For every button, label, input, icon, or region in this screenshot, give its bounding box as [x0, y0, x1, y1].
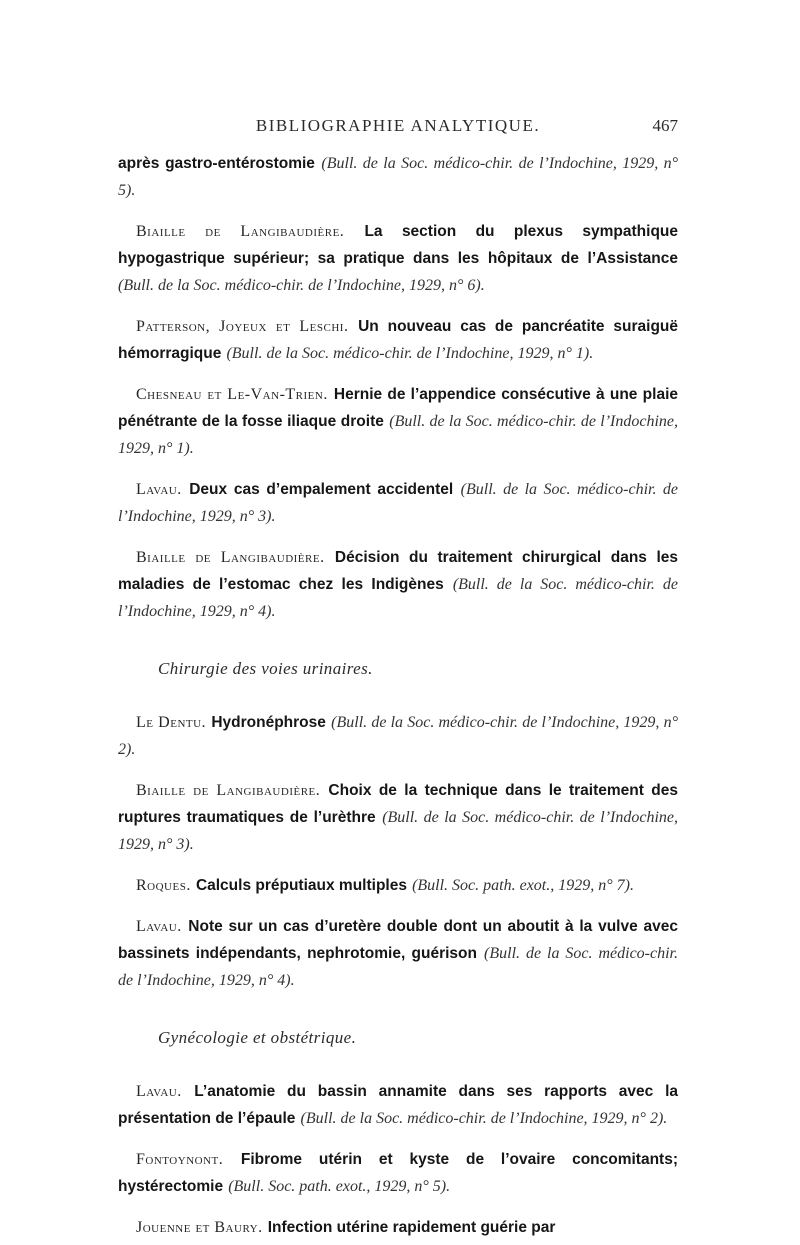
entry-author: Patterson, Joyeux et Leschi. — [136, 318, 349, 335]
entry-title: Infection utérine rapidement guérie par — [267, 1219, 556, 1236]
entry-author: Jouenne et Baury. — [136, 1219, 263, 1236]
entry-title: Décision du traitement chirurgical dans les maladies de l’estomac chez les Indigènes — [118, 549, 678, 593]
bibliography-entry — [118, 777, 678, 858]
running-title: BIBLIOGRAPHIE ANALYTIQUE. — [255, 116, 541, 135]
section-heading-gyneco: Gynécologie et obstétrique. — [158, 1028, 357, 1047]
bibliography-entry — [118, 218, 678, 299]
entry-title: Choix de la technique dans le traitement des ruptures traumatiques de l’urèthre — [118, 782, 679, 826]
entry-title: Un nouveau cas de pancréatite suraiguë hémorragique — [118, 318, 678, 362]
entry-author: Le Dentu. — [136, 714, 207, 731]
bibliography-entry — [118, 709, 678, 763]
section-heading-urinary: Chirurgie des voies urinaires. — [158, 659, 373, 678]
entry-reference: (Bull. de la Soc. médico-chir. de l’Indochine, 1929, n° 2). — [300, 1110, 668, 1127]
running-header — [118, 110, 678, 150]
entry-title: Hydronéphrose — [211, 714, 326, 731]
entry-reference: (Bull. de la Soc. médico-chir. de l’Indochine, 1929, n° 1). — [226, 345, 594, 362]
entry-reference: (Bull. de la Soc. médico-chir. de l’Indochine, 1929, n° 3). — [118, 809, 678, 853]
entry-reference: (Bull. Soc. path. exot., 1929, n° 7). — [412, 877, 634, 894]
entry-title: Fibrome utérin et kyste de l’ovaire concomitants; hystérectomie — [118, 1151, 679, 1195]
entry-author: Fontoynont. — [136, 1151, 224, 1168]
entry-reference: (Bull. Soc. path. exot., 1929, n° 5). — [228, 1178, 451, 1195]
entry-reference: (Bull. de la Soc. médico-chir. de l’Indochine, 1929, n° 3). — [118, 481, 678, 525]
entry-author: Biaille de Langibaudière. — [136, 549, 325, 566]
entry-title: Note sur un cas d’uretère double dont un aboutit à la vulve avec bassinets indépendants, nephrotomie, guérison — [118, 918, 678, 962]
bibliography-entry — [118, 313, 678, 367]
entry-author: Roques. — [136, 877, 191, 894]
entry-author: Lavau. — [136, 1083, 182, 1100]
bibliography-entry — [118, 1146, 678, 1200]
entry-author: Chesneau et Le-Van-Trien. — [136, 386, 328, 403]
entry-reference: (Bull. de la Soc. médico-chir. de l’Indochine, 1929, n° 2). — [118, 714, 678, 758]
entry-reference: (Bull. de la Soc. médico-chir. de l’Indochine, 1929, n° 5). — [118, 155, 679, 199]
entry-title: La section du plexus sympathique hypogastrique supérieur; sa pratique dans les hôpitaux de l’Assistance — [118, 223, 678, 267]
entry-author: Biaille de Langibaudière. — [136, 782, 321, 799]
entry-author: Biaille de Langibaudière. — [136, 223, 345, 240]
document-page — [118, 110, 679, 1236]
bibliography-entry — [118, 544, 678, 625]
entry-author: Lavau. — [136, 481, 182, 498]
entry-title: L’anatomie du bassin annamite dans ses rapports avec la présentation de l’épaule — [118, 1083, 678, 1127]
entry-author: Lavau. — [136, 918, 182, 935]
entry-reference: (Bull. de la Soc. médico-chir. de l’Indochine, 1929, n° 6). — [118, 277, 485, 294]
bibliography-entry — [118, 1214, 678, 1241]
entry-title: après gastro-entérostomie — [118, 155, 315, 172]
bibliography-entry — [118, 150, 678, 204]
entry-reference: (Bull. de la Soc. médico-chir. de l’Indochine, 1929, n° 4). — [118, 945, 678, 989]
bibliography-entry — [118, 381, 678, 462]
bibliography-entry — [118, 913, 678, 994]
entry-reference: (Bull. de la Soc. médico-chir. de l’Indochine, 1929, n° 1). — [118, 413, 678, 457]
entry-title: Deux cas d’empalement accidentel — [189, 481, 454, 498]
entry-title: Hernie de l’appendice consécutive à une plaie pénétrante de la fosse iliaque droite — [118, 386, 678, 430]
bibliography-entry — [118, 872, 678, 899]
entry-reference: (Bull. de la Soc. médico-chir. de l’Indochine, 1929, n° 4). — [118, 576, 678, 620]
entry-title: Calculs préputiaux multiples — [195, 877, 407, 894]
bibliography-entry — [118, 1078, 678, 1132]
page-number: 467 — [652, 116, 678, 135]
bibliography-entry — [118, 476, 678, 530]
